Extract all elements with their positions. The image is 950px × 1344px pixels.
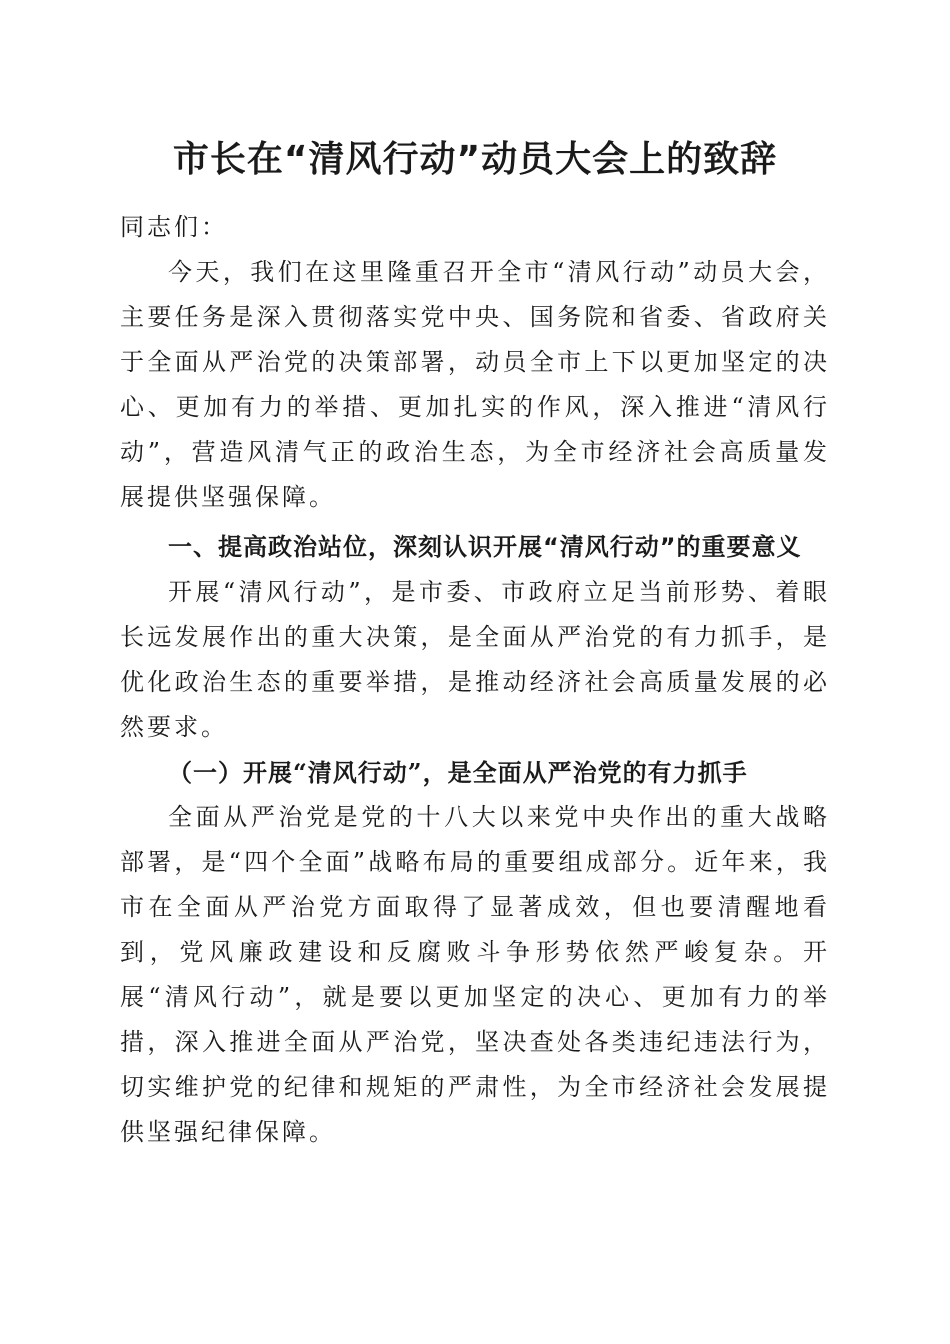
opening-paragraph: 今天，我们在这里隆重召开全市“清风行动”动员大会，主要任务是深入贯彻落实党中央、国务院和省委、省政府关于全面从严治党的决策部署，动员全市上下以更加坚定的决心、更加有力的举措、更加扎实的作风，深入推进“清风行动”，营造风清气正的政治生态，为全市经济社会高质量发展提供坚强保障。 — [120, 258, 830, 511]
subsection-1-paragraph: 全面从严治党是党的十八大以来党中央作出的重大战略部署，是“四个全面”战略布局的重要组成部分。近年来，我市在全面从严治党方面取得了显著成效，但也要清醒地看到，党风廉政建设和反腐败斗争形势依然严峻复杂。开展“清风行动”，就是要以更加坚定的决心、更加有力的举措，深入推进全面从严治党，坚决查处各类违纪违法行为，切实维护党的纪律和规矩的严肃性，为全市经济社会发展提供坚强纪律保障。 — [120, 803, 830, 1146]
document-body — [120, 205, 830, 1155]
section-1-intro-paragraph: 开展“清风行动”，是市委、市政府立足当前形势、着眼长远发展作出的重大决策，是全面从严治党的有力抓手，是优化政治生态的重要举措，是推动经济社会高质量发展的必然要求。 — [120, 578, 830, 741]
section-heading-1: 一、提高政治站位，深刻认识开展“清风行动”的重要意义 — [168, 533, 802, 561]
document-title: 市长在“清风行动”动员大会上的致辞 — [172, 139, 778, 180]
salutation: 同志们： — [120, 213, 228, 241]
subsection-heading-1: （一）开展“清风行动”，是全面从严治党的有力抓手 — [168, 758, 748, 787]
